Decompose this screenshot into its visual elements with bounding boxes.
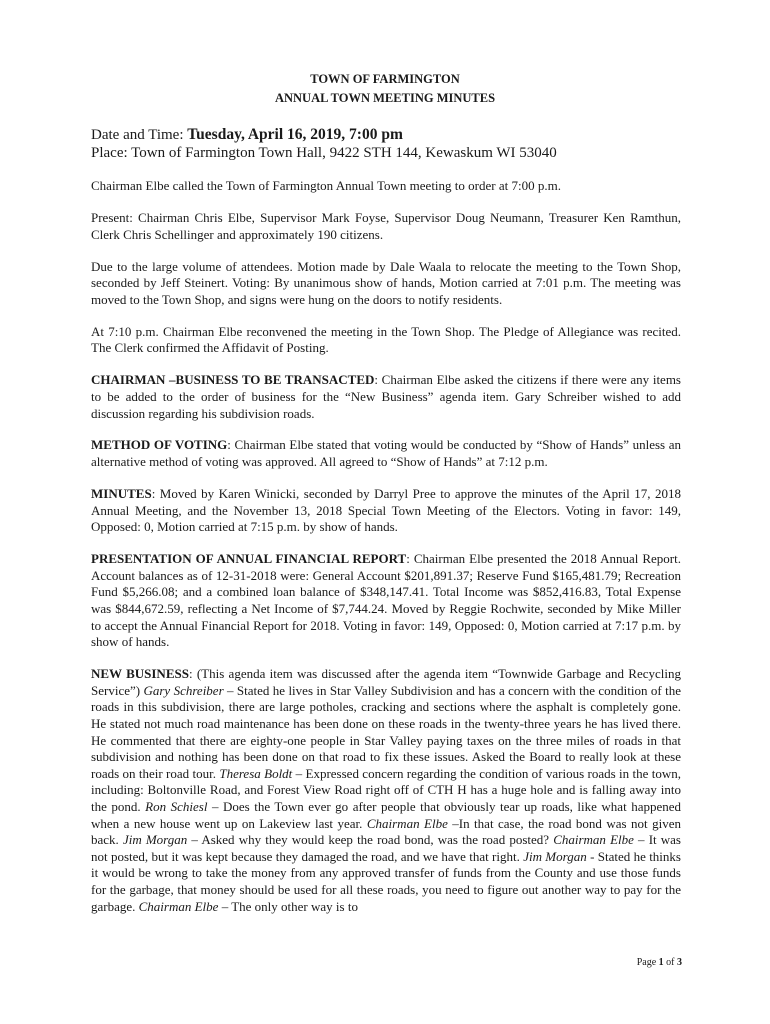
relocate-paragraph: Due to the large volume of attendees. Motion made by Dale Waala to relocate the meeting to the Town Shop, seconded by Jeff Steinert. Voting: By unanimous show of hands, Motion carried at 7:01 p.m. The meeting was moved to the Town Shop, and signs were hung on the doors to notify residents. <box>91 258 681 307</box>
speaker-name: Theresa Boldt <box>219 765 293 781</box>
page-current: 1 <box>658 957 664 968</box>
voting-text: : Chairman Elbe stated that voting would be conducted by “Show of Hands” unless an alternative method of voting was approved. All agreed to “Show of Hands” at 7:12 p.m. <box>91 437 682 470</box>
minutes-heading: MINUTES <box>91 486 152 502</box>
minutes-paragraph <box>91 486 681 536</box>
document-header <box>0 70 770 108</box>
place-line <box>91 144 691 162</box>
voting-paragraph <box>91 437 681 470</box>
speaker-name: Jim Morgan <box>523 848 587 864</box>
page-number <box>637 957 682 969</box>
business-heading: CHAIRMAN –BUSINESS TO BE TRANSACTED <box>91 372 375 388</box>
business-paragraph <box>91 372 681 422</box>
speaker-name: Jim Morgan <box>122 832 188 848</box>
reconvene-paragraph: At 7:10 p.m. Chairman Elbe reconvened the meeting in the Town Shop. The Pledge of Allegiance was recited. The Clerk confirmed the Affidavit of Posting. <box>91 323 681 356</box>
new-business-paragraph <box>91 666 681 915</box>
new-business-text-6: – Asked why they would keep the road bond, was the road posted? <box>187 832 554 848</box>
new-business-text-7: – It was not posted, but it was kept because they damaged the road, and we have that right. <box>91 832 681 864</box>
new-business-text-5: –In that case, the road bond was not given back. <box>91 815 681 848</box>
date-value: Tuesday, April 16, 2019, 7:00 pm <box>187 126 403 143</box>
voting-heading: METHOD OF VOTING <box>91 437 228 453</box>
place-value: Town of Farmington Town Hall, 9422 STH 144, Kewaskum WI 53040 <box>131 145 557 161</box>
speaker-name: Chairman Elbe <box>553 832 634 848</box>
minutes-title: ANNUAL TOWN MEETING MINUTES <box>274 91 496 105</box>
place-label: Place: <box>91 145 128 161</box>
page-total: 3 <box>677 957 682 968</box>
new-business-text-1: : (This agenda item was discussed after the agenda item “Townwide Garbage and Recycling Service”) <box>91 666 681 698</box>
speaker-name: Chairman Elbe <box>138 898 219 914</box>
present-paragraph: Present: Chairman Chris Elbe, Supervisor Mark Foyse, Supervisor Doug Neumann, Treasurer Ken Ramthun, Clerk Chris Schellinger and approximately 190 citizens. <box>91 209 681 242</box>
town-title: TOWN OF FARMINGTON <box>310 72 460 86</box>
speaker-name: Chairman Elbe <box>366 815 448 831</box>
business-text: : Chairman Elbe asked the citizens if there were any items to be added to the order of business for the “New Business” agenda item. Gary Schreiber wished to add discussion regarding his subdivision roads. <box>91 372 681 421</box>
financial-paragraph <box>91 551 681 651</box>
date-label: Date and Time: <box>91 127 184 143</box>
new-business-text-4: – Does the Town ever go after people that obviously tear up roads, like what happened when a new house went up on Lakeview last year. <box>91 798 682 831</box>
new-business-heading: NEW BUSINESS <box>91 666 189 682</box>
new-business-text-3: – Expressed concern regarding the condition of various roads in the town, including: Boltonville Road, and Forest View Road right off of CTH H has a huge hole and is falling away into the pond. <box>91 765 681 814</box>
page-word: Page <box>636 957 657 968</box>
meeting-info <box>91 126 691 162</box>
speaker-name: Ron Schiesl <box>145 798 208 814</box>
new-business-text-9: – The only other way is to <box>218 898 358 914</box>
date-time-line <box>91 126 691 144</box>
new-business-text-2: – Stated he lives in Star Valley Subdivision and has a concern with the condition of the roads in this subdivision, there are large potholes, cracking and sections where the asphalt is completely gone. He stated not much road maintenance has been done on these roads in the twenty-three years he has lived there. He commented that there are eighty-one people in Star Valley paying taxes on the three miles of roads in that subdivision and nothing has been done on that road to fix these issues. Asked the Board to really look at these roads on their road tour. <box>91 682 681 781</box>
speaker-name: Gary Schreiber <box>143 682 224 698</box>
call-to-order-paragraph: Chairman Elbe called the Town of Farmington Annual Town meeting to order at 7:00 p.m. <box>91 178 561 193</box>
financial-heading: PRESENTATION OF ANNUAL FINANCIAL REPORT <box>91 551 407 567</box>
minutes-body <box>91 178 681 915</box>
minutes-text: : Moved by Karen Winicki, seconded by Darryl Pree to approve the minutes of the April 17, 2018 Annual Meeting, and the November 13, 2018 Special Town Meeting of the Electors. Voting in favor: 149, Opposed: 0, Motion carried at 7:15 p.m. by show of hands. <box>91 486 681 535</box>
of-word: of <box>666 957 675 968</box>
financial-text: : Chairman Elbe presented the 2018 Annual Report. Account balances as of 12-31-2018 were: General Account $201,891.37; Reserve Fund $165,481.79; Recreation Fund $5,266.08; and a combined loan balance of $348,147.41. Total Income was $852,416.83, Total Expense was $844,672.59, reflecting a Net Income of $7,744.24. Moved by Reggie Rochwite, seconded by Mike Miller to accept the Annual Financial Report for 2018. Voting in favor: 149, Opposed: 0, Motion carried at 7:17 p.m. by show of hands. <box>91 551 681 650</box>
new-business-text-8: - Stated he thinks it would be wrong to take the money from any approved transfer of funds from the County and use those funds for the garbage, that money should be used for all these roads, you need to figure out another way to pay for the garbage. <box>91 848 681 914</box>
